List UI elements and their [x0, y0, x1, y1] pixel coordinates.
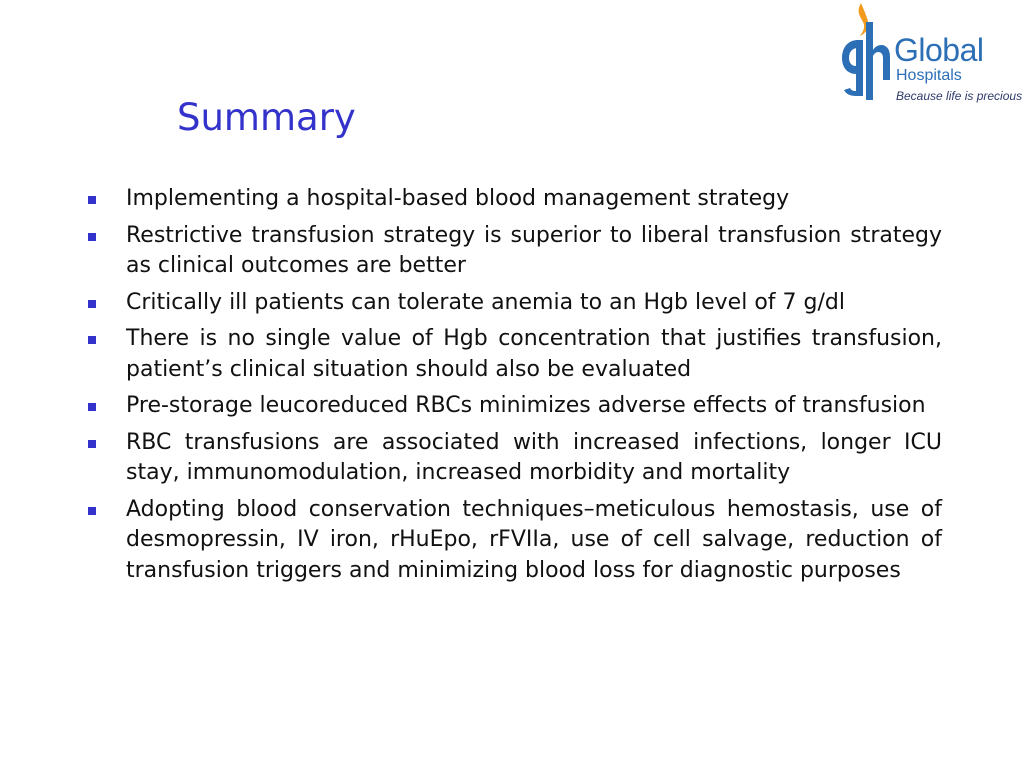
- square-bullet-icon: [88, 507, 96, 515]
- bullet-item: [82, 391, 942, 422]
- bullet-item: [82, 495, 942, 587]
- summary-bullet-list: [82, 184, 942, 592]
- square-bullet-icon: [88, 336, 96, 344]
- bullet-text: Restrictive transfusion strategy is superior to liberal transfusion strategy as clinical outcomes are better: [126, 222, 942, 278]
- bullet-text: There is no single value of Hgb concentration that justifies transfusion, patient’s clinical situation should also be evaluated: [126, 326, 942, 382]
- square-bullet-icon: [88, 440, 96, 448]
- bullet-text: Implementing a hospital-based blood management strategy: [126, 186, 790, 211]
- gh-flame-logo-icon: [836, 0, 896, 110]
- logo-tagline: Because life is precious: [896, 89, 1023, 103]
- bullet-item: [82, 184, 942, 215]
- bullet-text: Adopting blood conservation techniques–meticulous hemostasis, use of desmopressin, IV iron, rHuEpo, rFVIIa, use of cell salvage, reduction of transfusion triggers and minimizing blood loss for diagnostic purposes: [126, 496, 942, 583]
- logo-wordmark: Global: [894, 32, 984, 68]
- square-bullet-icon: [88, 403, 96, 411]
- square-bullet-icon: [88, 233, 96, 241]
- bullet-item: [82, 324, 942, 385]
- bullet-item: [82, 221, 942, 282]
- global-hospitals-logo: [836, 0, 1024, 110]
- bullet-item: [82, 428, 942, 489]
- square-bullet-icon: [88, 300, 96, 308]
- bullet-text: Pre-storage leucoreduced RBCs minimizes adverse effects of transfusion: [126, 393, 926, 418]
- slide-title: Summary: [177, 96, 356, 139]
- bullet-text: Critically ill patients can tolerate anemia to an Hgb level of 7 g/dl: [126, 289, 845, 315]
- logo-subtitle: Hospitals: [896, 67, 962, 84]
- bullet-text: RBC transfusions are associated with increased infections, longer ICU stay, immunomodulation, increased morbidity and mortality: [126, 429, 942, 485]
- square-bullet-icon: [88, 196, 96, 204]
- bullet-item: [82, 288, 942, 319]
